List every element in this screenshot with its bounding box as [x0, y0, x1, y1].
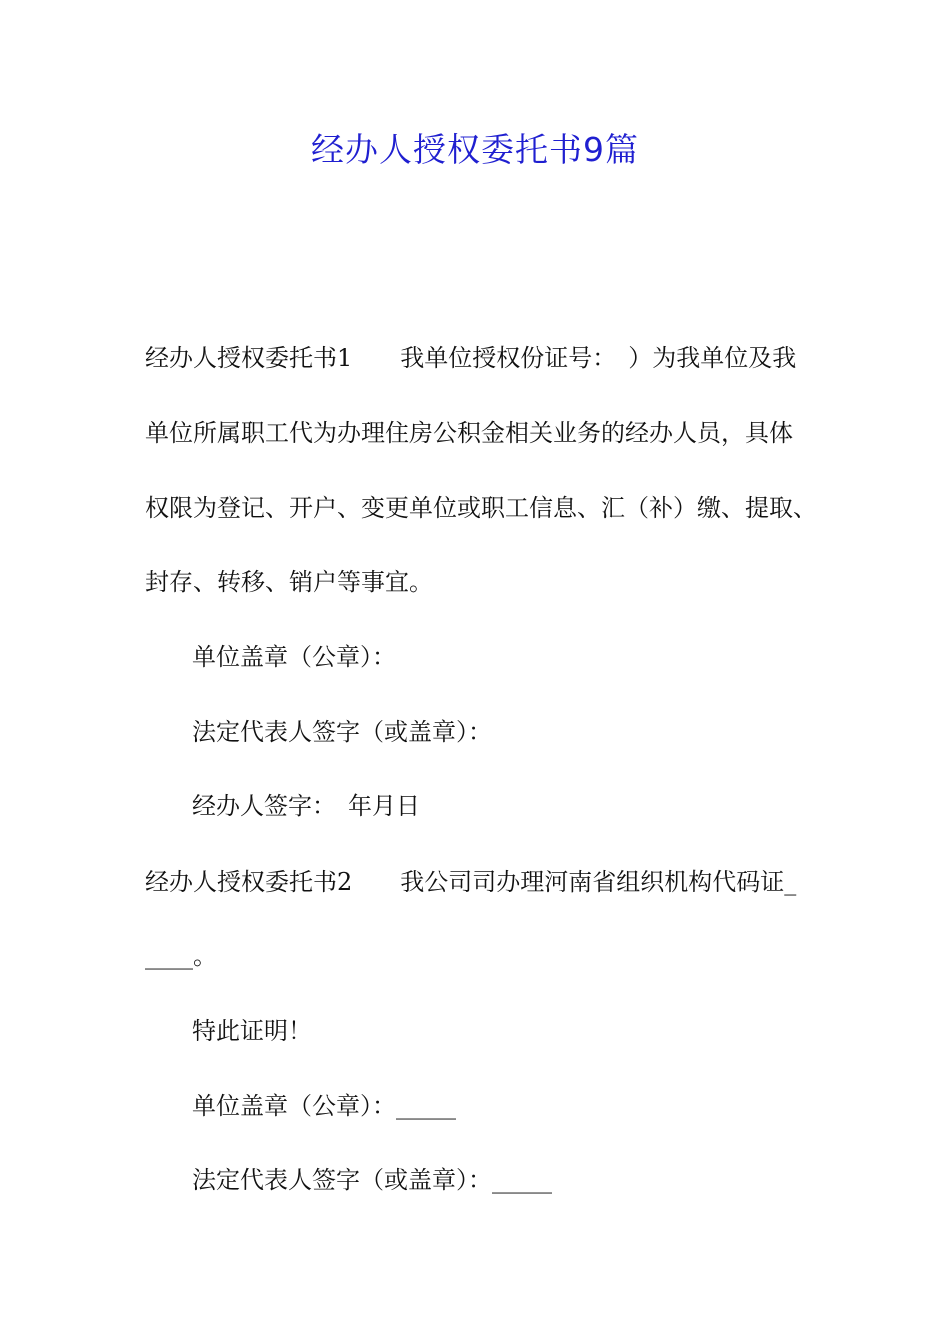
certification-line: 特此证明！ [192, 1017, 312, 1045]
legal-rep-signature-line: 法定代表人签字（或盖章）： [192, 718, 492, 746]
paragraph-line: 权限为登记、开户、变更单位或职工信息、汇（补）缴、提取、 [145, 494, 817, 522]
company-seal-line: 单位盖章（公章）：_____ [192, 1092, 456, 1120]
paragraph-line: 封存、转移、销户等事宜。 [145, 568, 433, 596]
paragraph-line: 单位所属职工代为办理住房公积金相关业务的经办人员，具体 [145, 419, 793, 447]
paragraph-line: 经办人授权委托书2 我公司司办理河南省组织机构代码证_ [145, 868, 797, 896]
agent-signature-line: 经办人签字： 年月日 [192, 792, 420, 820]
legal-rep-signature-line: 法定代表人签字（或盖章）：_____ [192, 1166, 552, 1194]
paragraph-line: 经办人授权委托书1 我单位授权份证号： ）为我单位及我 [145, 344, 797, 372]
paragraph-line: ____。 [145, 942, 217, 970]
company-seal-line: 单位盖章（公章）： [192, 643, 396, 671]
document-title: 经办人授权委托书9篇 [311, 130, 639, 169]
